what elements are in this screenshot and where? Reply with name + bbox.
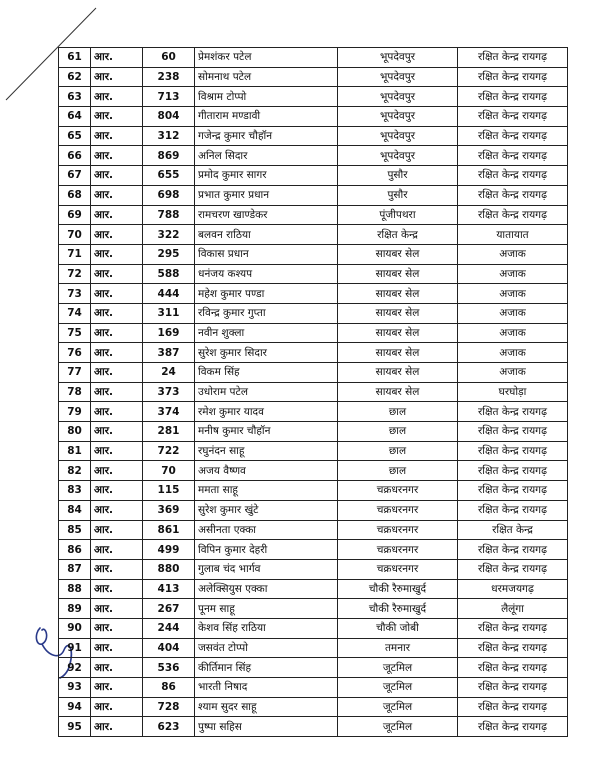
to-posting-cell: धरमजयगढ़ [458, 579, 568, 599]
table-row [59, 658, 568, 678]
to-posting-cell: अजाक [458, 363, 568, 383]
rank-cell: आर. [91, 579, 143, 599]
badge-number-cell: 499 [143, 540, 195, 560]
serial-number-cell: 82 [59, 461, 91, 481]
to-posting-cell: रक्षित केन्द्र रायगढ़ [458, 638, 568, 658]
table-row [59, 481, 568, 501]
table-row [59, 107, 568, 127]
badge-number-cell: 115 [143, 481, 195, 501]
table-row [59, 48, 568, 68]
name-cell: महेश कुमार पण्डा [195, 284, 338, 304]
from-posting-cell: सायबर सेल [338, 323, 458, 343]
rank-cell: आर. [91, 422, 143, 442]
name-cell: अनिल सिदार [195, 146, 338, 166]
rank-cell: आर. [91, 658, 143, 678]
badge-number-cell: 413 [143, 579, 195, 599]
name-cell: अजय वैष्णव [195, 461, 338, 481]
name-cell: रघुनंदन साहू [195, 441, 338, 461]
serial-number-cell: 76 [59, 343, 91, 363]
table-row [59, 264, 568, 284]
name-cell: रमेश कुमार यादव [195, 402, 338, 422]
serial-number-cell: 74 [59, 303, 91, 323]
to-posting-cell: रक्षित केन्द्र रायगढ़ [458, 48, 568, 68]
serial-number-cell: 68 [59, 185, 91, 205]
serial-number-cell: 64 [59, 107, 91, 127]
badge-number-cell: 698 [143, 185, 195, 205]
rank-cell: आर. [91, 481, 143, 501]
serial-number-cell: 89 [59, 599, 91, 619]
table-row [59, 402, 568, 422]
serial-number-cell: 80 [59, 422, 91, 442]
serial-number-cell: 81 [59, 441, 91, 461]
rank-cell: आर. [91, 166, 143, 186]
rank-cell: आर. [91, 441, 143, 461]
table-row [59, 618, 568, 638]
table-row [59, 146, 568, 166]
serial-number-cell: 69 [59, 205, 91, 225]
name-cell: सुरेश कुमार खुंटे [195, 500, 338, 520]
rank-cell: आर. [91, 48, 143, 68]
name-cell: विकास प्रधान [195, 244, 338, 264]
from-posting-cell: भूपदेवपुर [338, 67, 458, 87]
table-row [59, 225, 568, 245]
serial-number-cell: 62 [59, 67, 91, 87]
table-row [59, 323, 568, 343]
table-row [59, 185, 568, 205]
to-posting-cell: रक्षित केन्द्र रायगढ़ [458, 717, 568, 737]
serial-number-cell: 94 [59, 697, 91, 717]
table-row [59, 67, 568, 87]
from-posting-cell: भूपदेवपुर [338, 107, 458, 127]
rank-cell: आर. [91, 363, 143, 383]
rank-cell: आर. [91, 402, 143, 422]
serial-number-cell: 83 [59, 481, 91, 501]
from-posting-cell: छाल [338, 441, 458, 461]
name-cell: सोमनाथ पटेल [195, 67, 338, 87]
table-row [59, 559, 568, 579]
name-cell: रविन्द्र कुमार गुप्ता [195, 303, 338, 323]
from-posting-cell: चक्रधरनगर [338, 520, 458, 540]
name-cell: असीनता एक्का [195, 520, 338, 540]
name-cell: विपिन कुमार देहरी [195, 540, 338, 560]
from-posting-cell: चक्रधरनगर [338, 559, 458, 579]
to-posting-cell: लैलूंगा [458, 599, 568, 619]
from-posting-cell: भूपदेवपुर [338, 87, 458, 107]
table-row [59, 126, 568, 146]
serial-number-cell: 91 [59, 638, 91, 658]
to-posting-cell: रक्षित केन्द्र रायगढ़ [458, 422, 568, 442]
name-cell: प्रमोद कुमार सागर [195, 166, 338, 186]
from-posting-cell: सायबर सेल [338, 363, 458, 383]
rank-cell: आर. [91, 303, 143, 323]
rank-cell: आर. [91, 225, 143, 245]
name-cell: मनीष कुमार चौहॉन [195, 422, 338, 442]
name-cell: विकम सिंह [195, 363, 338, 383]
badge-number-cell: 404 [143, 638, 195, 658]
rank-cell: आर. [91, 67, 143, 87]
from-posting-cell: पुसौर [338, 166, 458, 186]
rank-cell: आर. [91, 284, 143, 304]
badge-number-cell: 869 [143, 146, 195, 166]
serial-number-cell: 70 [59, 225, 91, 245]
from-posting-cell: जूटमिल [338, 678, 458, 698]
rank-cell: आर. [91, 500, 143, 520]
name-cell: सुरेश कुमार सिदार [195, 343, 338, 363]
name-cell: गुलाब चंद भार्गव [195, 559, 338, 579]
name-cell: केशव सिंह राठिया [195, 618, 338, 638]
rank-cell: आर. [91, 520, 143, 540]
table-row [59, 717, 568, 737]
from-posting-cell: भूपदेवपुर [338, 146, 458, 166]
badge-number-cell: 295 [143, 244, 195, 264]
name-cell: भारती निषाद [195, 678, 338, 698]
serial-number-cell: 78 [59, 382, 91, 402]
rank-cell: आर. [91, 87, 143, 107]
from-posting-cell: भूपदेवपुर [338, 48, 458, 68]
table-row [59, 284, 568, 304]
rank-cell: आर. [91, 323, 143, 343]
name-cell: पूनम साहू [195, 599, 338, 619]
table-row [59, 205, 568, 225]
badge-number-cell: 281 [143, 422, 195, 442]
rank-cell: आर. [91, 264, 143, 284]
from-posting-cell: चौकी जोबी [338, 618, 458, 638]
to-posting-cell: रक्षित केन्द्र रायगढ़ [458, 500, 568, 520]
table-row [59, 579, 568, 599]
table-row [59, 363, 568, 383]
from-posting-cell: चक्रधरनगर [338, 500, 458, 520]
serial-number-cell: 67 [59, 166, 91, 186]
rank-cell: आर. [91, 540, 143, 560]
table-row [59, 303, 568, 323]
badge-number-cell: 861 [143, 520, 195, 540]
name-cell: प्रभात कुमार प्रधान [195, 185, 338, 205]
rank-cell: आर. [91, 107, 143, 127]
table-row [59, 697, 568, 717]
badge-number-cell: 728 [143, 697, 195, 717]
rank-cell: आर. [91, 638, 143, 658]
badge-number-cell: 623 [143, 717, 195, 737]
table-row [59, 500, 568, 520]
badge-number-cell: 722 [143, 441, 195, 461]
rank-cell: आर. [91, 205, 143, 225]
name-cell: उधोराम पटेल [195, 382, 338, 402]
rank-cell: आर. [91, 343, 143, 363]
table-row [59, 540, 568, 560]
name-cell: रामचरण खाण्डेकर [195, 205, 338, 225]
rank-cell: आर. [91, 146, 143, 166]
serial-number-cell: 77 [59, 363, 91, 383]
to-posting-cell: रक्षित केन्द्र रायगढ़ [458, 205, 568, 225]
table-row [59, 166, 568, 186]
rank-cell: आर. [91, 185, 143, 205]
serial-number-cell: 85 [59, 520, 91, 540]
from-posting-cell: पूंजीपथरा [338, 205, 458, 225]
table-row [59, 638, 568, 658]
name-cell: पुष्पा सहिस [195, 717, 338, 737]
to-posting-cell: रक्षित केन्द्र रायगढ़ [458, 402, 568, 422]
serial-number-cell: 79 [59, 402, 91, 422]
serial-number-cell: 63 [59, 87, 91, 107]
to-posting-cell: रक्षित केन्द्र रायगढ़ [458, 618, 568, 638]
from-posting-cell: जूटमिल [338, 697, 458, 717]
serial-number-cell: 90 [59, 618, 91, 638]
from-posting-cell: सायबर सेल [338, 264, 458, 284]
rank-cell: आर. [91, 717, 143, 737]
badge-number-cell: 238 [143, 67, 195, 87]
serial-number-cell: 86 [59, 540, 91, 560]
badge-number-cell: 312 [143, 126, 195, 146]
to-posting-cell: अजाक [458, 264, 568, 284]
from-posting-cell: छाल [338, 422, 458, 442]
to-posting-cell: रक्षित केन्द्र रायगढ़ [458, 146, 568, 166]
badge-number-cell: 24 [143, 363, 195, 383]
transfer-table [58, 47, 568, 737]
rank-cell: आर. [91, 244, 143, 264]
name-cell: जसवंत टोप्पो [195, 638, 338, 658]
table-row [59, 244, 568, 264]
name-cell: कीर्तिमान सिंह [195, 658, 338, 678]
badge-number-cell: 536 [143, 658, 195, 678]
from-posting-cell: चक्रधरनगर [338, 481, 458, 501]
from-posting-cell: पुसौर [338, 185, 458, 205]
from-posting-cell: सायबर सेल [338, 343, 458, 363]
name-cell: गीताराम मण्डावी [195, 107, 338, 127]
from-posting-cell: भूपदेवपुर [338, 126, 458, 146]
to-posting-cell: अजाक [458, 323, 568, 343]
rank-cell: आर. [91, 599, 143, 619]
to-posting-cell: रक्षित केन्द्र रायगढ़ [458, 87, 568, 107]
serial-number-cell: 75 [59, 323, 91, 343]
table-row [59, 599, 568, 619]
table-body [59, 48, 568, 737]
table-row [59, 382, 568, 402]
to-posting-cell: रक्षित केन्द्र रायगढ़ [458, 678, 568, 698]
badge-number-cell: 713 [143, 87, 195, 107]
badge-number-cell: 322 [143, 225, 195, 245]
to-posting-cell: रक्षित केन्द्र रायगढ़ [458, 481, 568, 501]
serial-number-cell: 88 [59, 579, 91, 599]
serial-number-cell: 66 [59, 146, 91, 166]
rank-cell: आर. [91, 382, 143, 402]
table-row [59, 441, 568, 461]
name-cell: प्रेमशंकर पटेल [195, 48, 338, 68]
to-posting-cell: रक्षित केन्द्र रायगढ़ [458, 67, 568, 87]
name-cell: विश्राम टोप्पो [195, 87, 338, 107]
name-cell: बलवन राठिया [195, 225, 338, 245]
to-posting-cell: रक्षित केन्द्र रायगढ़ [458, 166, 568, 186]
serial-number-cell: 93 [59, 678, 91, 698]
to-posting-cell: अजाक [458, 303, 568, 323]
to-posting-cell: घरघोड़ा [458, 382, 568, 402]
from-posting-cell: तमनार [338, 638, 458, 658]
serial-number-cell: 72 [59, 264, 91, 284]
name-cell: अलेक्सियुस एक्का [195, 579, 338, 599]
from-posting-cell: सायबर सेल [338, 244, 458, 264]
rank-cell: आर. [91, 678, 143, 698]
name-cell: नवीन शुक्ला [195, 323, 338, 343]
from-posting-cell: चौकी रैरुमाखुर्द [338, 599, 458, 619]
serial-number-cell: 71 [59, 244, 91, 264]
to-posting-cell: यातायात [458, 225, 568, 245]
name-cell: ममता साहू [195, 481, 338, 501]
to-posting-cell: रक्षित केन्द्र रायगढ़ [458, 540, 568, 560]
to-posting-cell: रक्षित केन्द्र [458, 520, 568, 540]
rank-cell: आर. [91, 697, 143, 717]
from-posting-cell: जूटमिल [338, 717, 458, 737]
serial-number-cell: 73 [59, 284, 91, 304]
badge-number-cell: 880 [143, 559, 195, 579]
rank-cell: आर. [91, 559, 143, 579]
serial-number-cell: 87 [59, 559, 91, 579]
to-posting-cell: रक्षित केन्द्र रायगढ़ [458, 559, 568, 579]
to-posting-cell: रक्षित केन्द्र रायगढ़ [458, 126, 568, 146]
from-posting-cell: सायबर सेल [338, 382, 458, 402]
badge-number-cell: 86 [143, 678, 195, 698]
table-row [59, 87, 568, 107]
badge-number-cell: 70 [143, 461, 195, 481]
rank-cell: आर. [91, 126, 143, 146]
from-posting-cell: छाल [338, 461, 458, 481]
badge-number-cell: 267 [143, 599, 195, 619]
badge-number-cell: 588 [143, 264, 195, 284]
serial-number-cell: 92 [59, 658, 91, 678]
badge-number-cell: 244 [143, 618, 195, 638]
from-posting-cell: रक्षित केन्द्र [338, 225, 458, 245]
serial-number-cell: 95 [59, 717, 91, 737]
to-posting-cell: रक्षित केन्द्र रायगढ़ [458, 441, 568, 461]
badge-number-cell: 374 [143, 402, 195, 422]
badge-number-cell: 655 [143, 166, 195, 186]
to-posting-cell: रक्षित केन्द्र रायगढ़ [458, 185, 568, 205]
badge-number-cell: 60 [143, 48, 195, 68]
name-cell: श्याम सुदर साहू [195, 697, 338, 717]
from-posting-cell: छाल [338, 402, 458, 422]
from-posting-cell: सायबर सेल [338, 284, 458, 304]
name-cell: गजेन्द्र कुमार चौहॉन [195, 126, 338, 146]
table-row [59, 461, 568, 481]
table-row [59, 678, 568, 698]
table-row [59, 343, 568, 363]
badge-number-cell: 387 [143, 343, 195, 363]
to-posting-cell: अजाक [458, 343, 568, 363]
badge-number-cell: 169 [143, 323, 195, 343]
rank-cell: आर. [91, 618, 143, 638]
from-posting-cell: सायबर सेल [338, 303, 458, 323]
serial-number-cell: 61 [59, 48, 91, 68]
to-posting-cell: अजाक [458, 244, 568, 264]
badge-number-cell: 369 [143, 500, 195, 520]
to-posting-cell: रक्षित केन्द्र रायगढ़ [458, 461, 568, 481]
serial-number-cell: 84 [59, 500, 91, 520]
table-row [59, 520, 568, 540]
badge-number-cell: 788 [143, 205, 195, 225]
from-posting-cell: जूटमिल [338, 658, 458, 678]
to-posting-cell: अजाक [458, 284, 568, 304]
from-posting-cell: चक्रधरनगर [338, 540, 458, 560]
table-row [59, 422, 568, 442]
badge-number-cell: 444 [143, 284, 195, 304]
to-posting-cell: रक्षित केन्द्र रायगढ़ [458, 658, 568, 678]
to-posting-cell: रक्षित केन्द्र रायगढ़ [458, 697, 568, 717]
badge-number-cell: 311 [143, 303, 195, 323]
badge-number-cell: 804 [143, 107, 195, 127]
serial-number-cell: 65 [59, 126, 91, 146]
rank-cell: आर. [91, 461, 143, 481]
to-posting-cell: रक्षित केन्द्र रायगढ़ [458, 107, 568, 127]
badge-number-cell: 373 [143, 382, 195, 402]
name-cell: धनंजय कश्यप [195, 264, 338, 284]
from-posting-cell: चौकी रैरुमाखुर्द [338, 579, 458, 599]
